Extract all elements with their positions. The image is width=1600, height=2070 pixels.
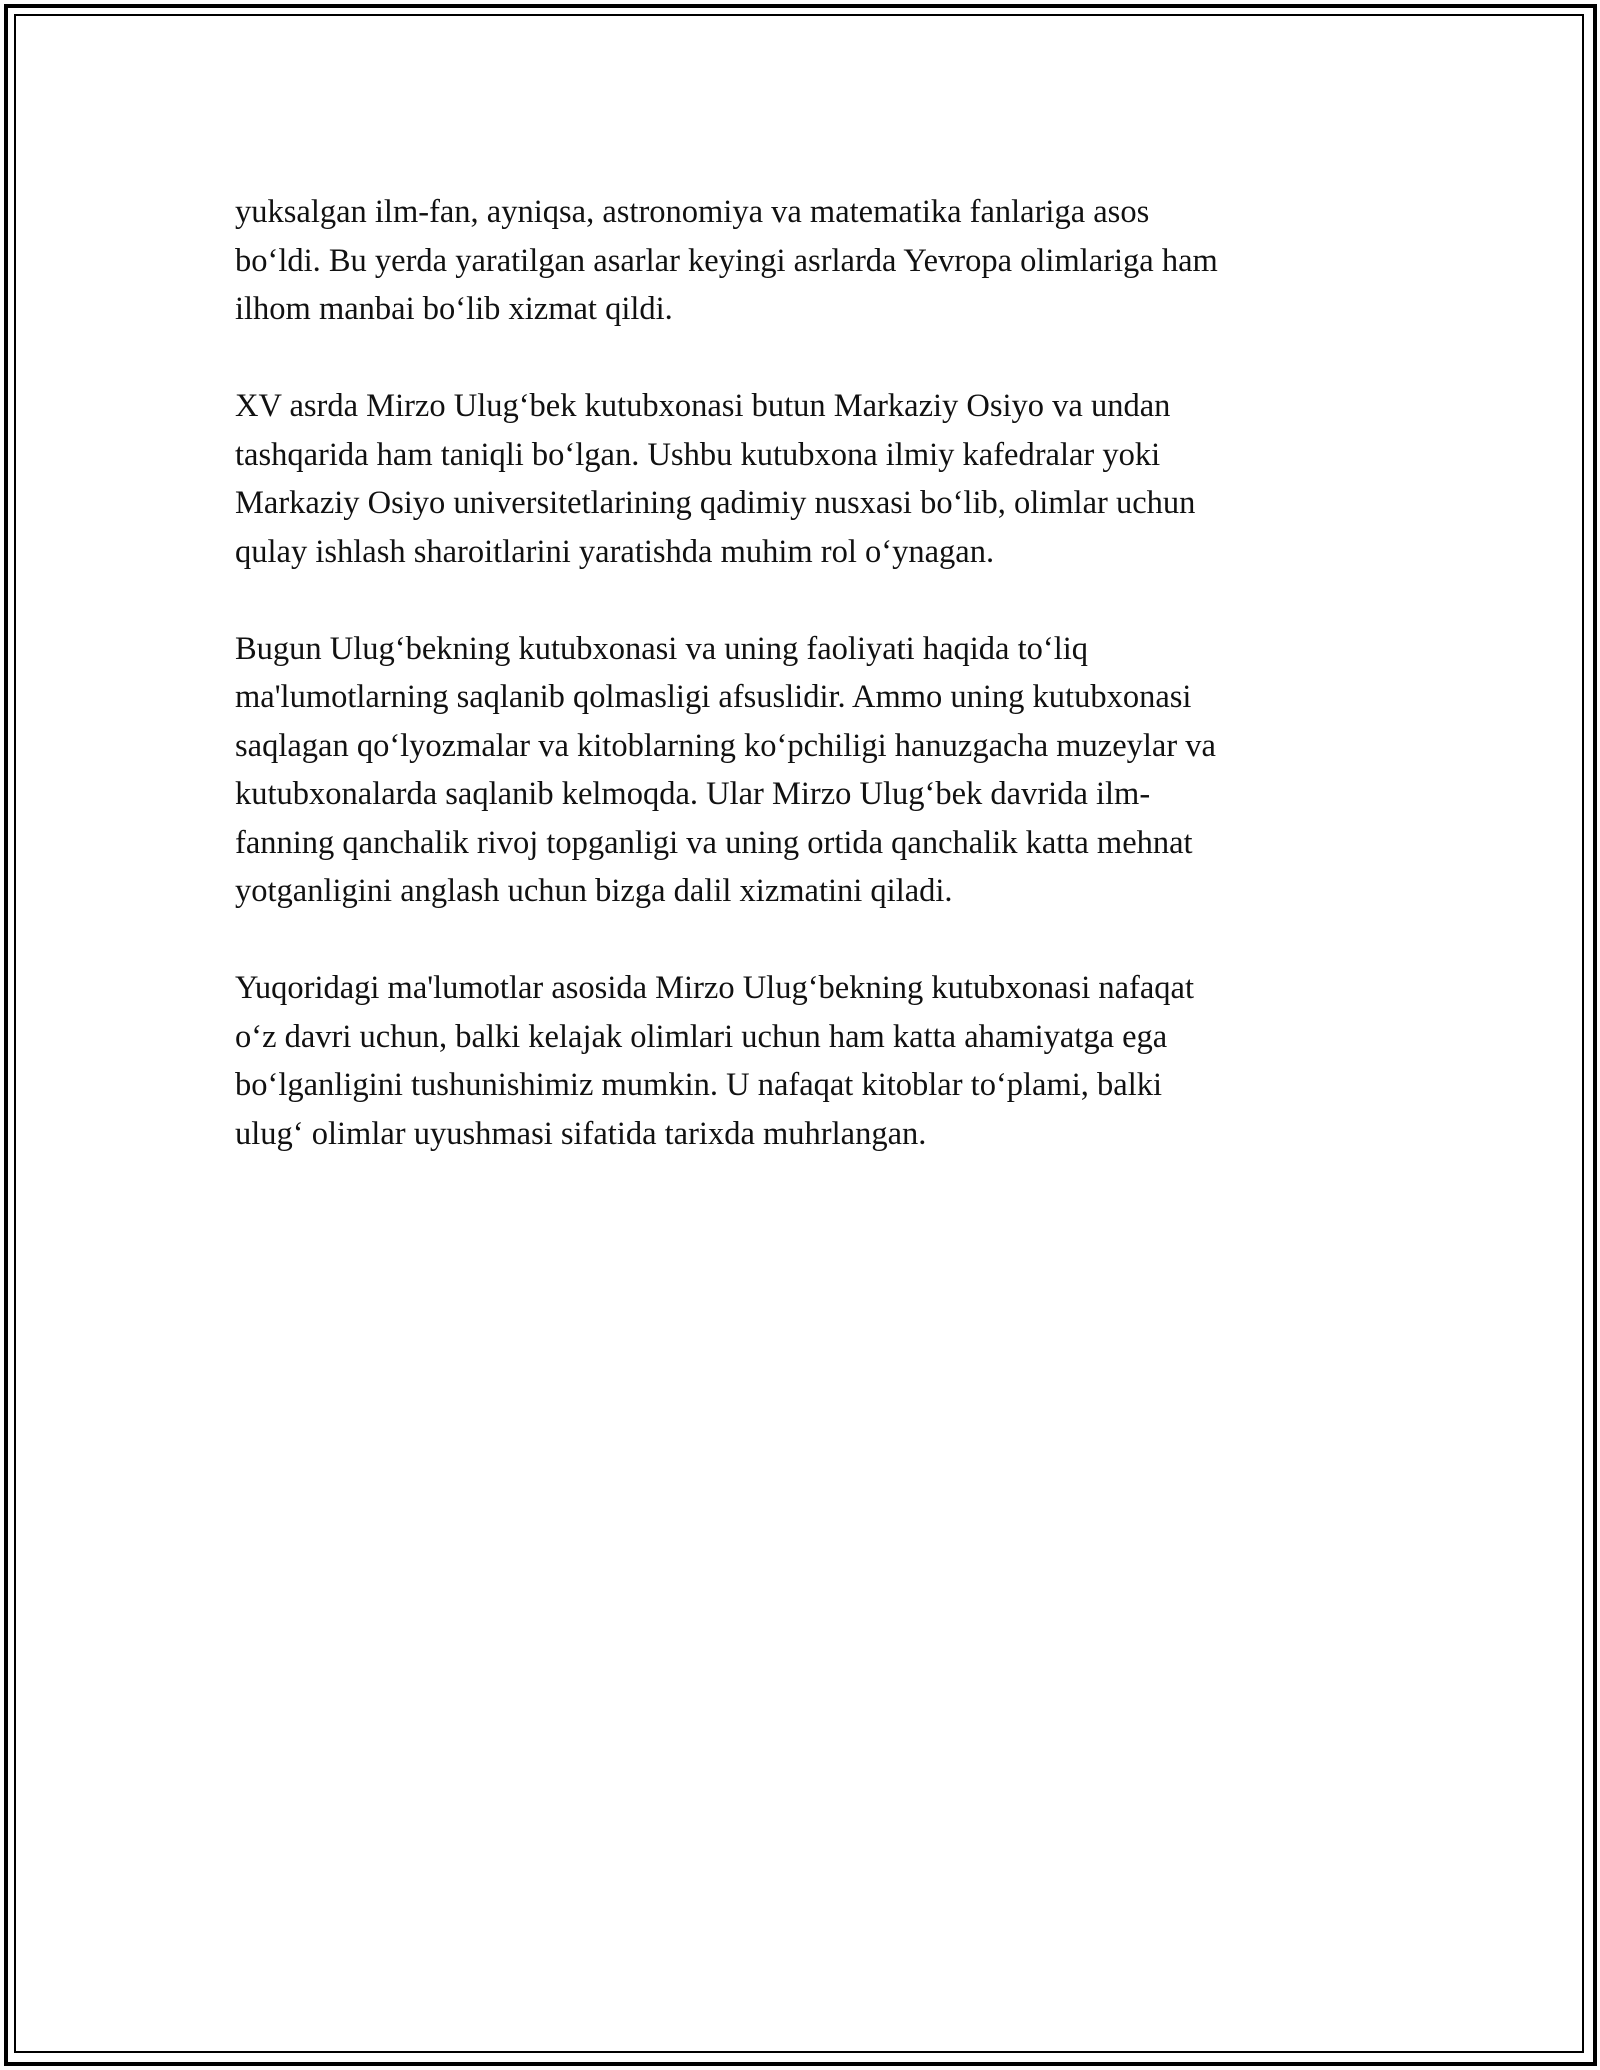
- text-line: yuksalgan ilm-fan, ayniqsa, astronomiya va matematika fanlariga asos: [235, 194, 1150, 230]
- text-line: qulay ishlash sharoitlarini yaratishda muhim rol o‘ynagan.: [235, 533, 995, 570]
- text-line: o‘z davri uchun, balki kelajak olimlari uchun ham katta ahamiyatga ega: [235, 1018, 1168, 1055]
- document-body: [235, 188, 1375, 1207]
- text-line: bo‘lganligini tushunishimiz mumkin. U nafaqat kitoblar to‘plami, balki: [235, 1067, 1163, 1103]
- text-line: Bugun Ulug‘bekning kutubxonasi va uning faoliyati haqida to‘liq: [235, 630, 1088, 667]
- text-line: kutubxonalarda saqlanib kelmoqda. Ular Mirzo Ulug‘bek davrida ilm-: [235, 776, 1151, 812]
- paragraph-4: [235, 964, 1375, 1158]
- text-line: Markaziy Osiyo universitetlarining qadimiy nusxasi bo‘lib, olimlar uchun: [235, 485, 1196, 521]
- paragraph-2: [235, 382, 1375, 576]
- text-line: saqlagan qo‘lyozmalar va kitoblarning ko‘pchiligi hanuzgacha muzeylar va: [235, 727, 1216, 764]
- text-line: XV asrda Mirzo Ulug‘bek kutubxonasi butun Markaziy Osiyo va undan: [235, 388, 1171, 424]
- text-line: Yuqoridagi ma'lumotlar asosida Mirzo Ulug‘bekning kutubxonasi nafaqat: [235, 970, 1194, 1006]
- text-line: ulug‘ olimlar uyushmasi sifatida tarixda muhrlangan.: [235, 1115, 927, 1152]
- text-line: bo‘ldi. Bu yerda yaratilgan asarlar keyingi asrlarda Yevropa olimlariga ham: [235, 242, 1218, 279]
- text-line: yotganligini anglash uchun bizga dalil xizmatini qiladi.: [235, 873, 953, 909]
- paragraph-1: [235, 188, 1375, 334]
- paragraph-3: [235, 625, 1375, 916]
- text-line: ilhom manbai bo‘lib xizmat qildi.: [235, 291, 673, 327]
- text-line: ma'lumotlarning saqlanib qolmasligi afsuslidir. Ammo uning kutubxonasi: [235, 679, 1192, 715]
- text-line: fanning qanchalik rivoj topganligi va uning ortida qanchalik katta mehnat: [235, 824, 1193, 861]
- text-line: tashqarida ham taniqli bo‘lgan. Ushbu kutubxona ilmiy kafedralar yoki: [235, 436, 1161, 473]
